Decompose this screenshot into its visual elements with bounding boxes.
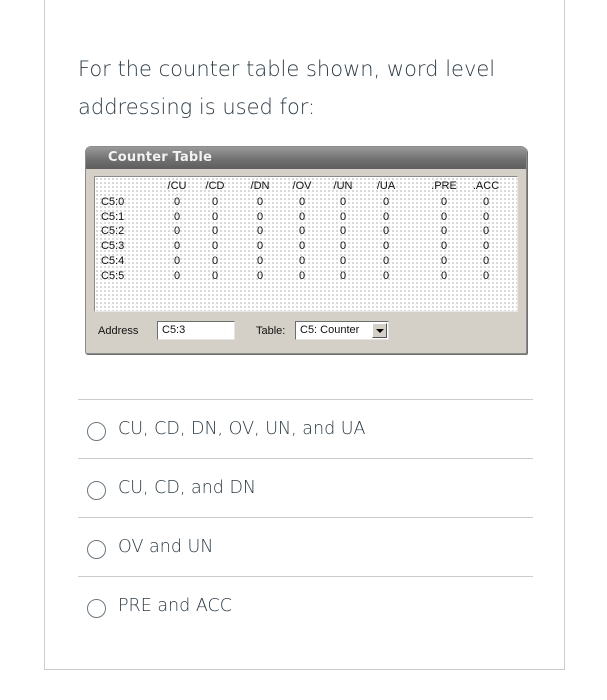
table-cell: 0	[382, 254, 390, 267]
table-cell: 0	[339, 210, 347, 223]
table-cell: 0	[382, 240, 390, 253]
table-cell: 0	[482, 196, 490, 208]
table-cell: 0	[382, 269, 390, 282]
column-header: /CD	[205, 180, 225, 192]
table-cell: 0	[440, 240, 448, 253]
table-cell: 0	[482, 240, 490, 253]
table-cell: 0	[173, 210, 181, 223]
table-cell: 0	[339, 254, 347, 267]
column-header: /UA	[376, 180, 396, 192]
question-card	[44, 0, 565, 670]
table-cell: 0	[256, 240, 264, 253]
answer-option[interactable]	[78, 458, 533, 517]
table-cell: 0	[298, 225, 306, 238]
row-label: C5:5	[101, 269, 125, 282]
column-header: /UN	[333, 180, 353, 192]
table-cell: 0	[256, 254, 264, 267]
table-cell: 0	[339, 240, 347, 253]
radio-button[interactable]	[87, 540, 106, 559]
table-cell: 0	[256, 225, 264, 238]
table-cell: 0	[173, 254, 181, 267]
table-cell: 0	[173, 196, 181, 208]
table-cell: 0	[298, 254, 306, 267]
table-cell: 0	[256, 196, 264, 208]
table-cell: 0	[440, 196, 448, 208]
question-text: For the counter table shown, word level addressing is used for:	[78, 57, 496, 119]
table-cell: 0	[211, 240, 219, 253]
answer-option[interactable]	[78, 576, 533, 635]
answer-option-label: PRE and ACC	[118, 596, 232, 616]
table-cell: 0	[339, 196, 347, 208]
counter-table-footer	[86, 319, 526, 349]
answer-option-label: CU, CD, DN, OV, UN, and UA	[118, 419, 366, 439]
table-cell: 0	[440, 269, 448, 282]
row-label: C5:0	[101, 196, 125, 208]
row-label: C5:3	[101, 240, 125, 253]
table-cell: 0	[339, 269, 347, 282]
answer-options	[78, 399, 533, 635]
address-field: C5:3	[157, 321, 235, 340]
column-header: /CU	[167, 180, 187, 192]
row-label: C5:1	[101, 210, 125, 223]
table-cell: 0	[482, 210, 490, 223]
table-cell: 0	[482, 254, 490, 267]
answer-option[interactable]	[78, 517, 533, 576]
table-cell: 0	[382, 210, 390, 223]
column-header: .ACC	[472, 180, 500, 192]
radio-button[interactable]	[87, 599, 106, 618]
chevron-down-icon	[372, 323, 387, 338]
counter-table-title: Counter Table	[86, 147, 526, 169]
table-cell: 0	[382, 196, 390, 208]
table-cell: 0	[211, 210, 219, 223]
answer-option[interactable]	[78, 399, 533, 458]
table-cell: 0	[173, 240, 181, 253]
answer-option-label: CU, CD, and DN	[118, 478, 257, 498]
table-cell: 0	[298, 269, 306, 282]
radio-button[interactable]	[87, 481, 106, 500]
table-cell: 0	[482, 269, 490, 282]
table-cell: 0	[298, 210, 306, 223]
table-cell: 0	[440, 254, 448, 267]
counter-table-grid	[94, 176, 518, 312]
table-cell: 0	[211, 254, 219, 267]
table-cell: 0	[211, 269, 219, 282]
table-cell: 0	[211, 196, 219, 208]
table-cell: 0	[173, 225, 181, 238]
table-cell: 0	[298, 196, 306, 208]
table-cell: 0	[482, 225, 490, 238]
table-cell: 0	[339, 225, 347, 238]
column-header: .PRE	[431, 180, 457, 192]
table-select	[295, 321, 389, 340]
counter-table-image	[85, 146, 527, 354]
table-label: Table:	[256, 325, 286, 337]
row-label: C5:4	[101, 254, 125, 267]
table-cell: 0	[382, 225, 390, 238]
table-cell: 0	[256, 210, 264, 223]
table-cell: 0	[211, 225, 219, 238]
column-header: /OV	[292, 180, 312, 192]
table-cell: 0	[298, 240, 306, 253]
address-label: Address	[98, 325, 139, 337]
table-cell: 0	[256, 269, 264, 282]
radio-button[interactable]	[87, 422, 106, 441]
column-header: /DN	[250, 180, 270, 192]
table-cell: 0	[440, 225, 448, 238]
row-label: C5:2	[101, 225, 125, 238]
table-cell: 0	[440, 210, 448, 223]
table-select-value: C5: Counter	[300, 324, 360, 336]
answer-option-label: OV and UN	[118, 537, 214, 557]
table-cell: 0	[173, 269, 181, 282]
